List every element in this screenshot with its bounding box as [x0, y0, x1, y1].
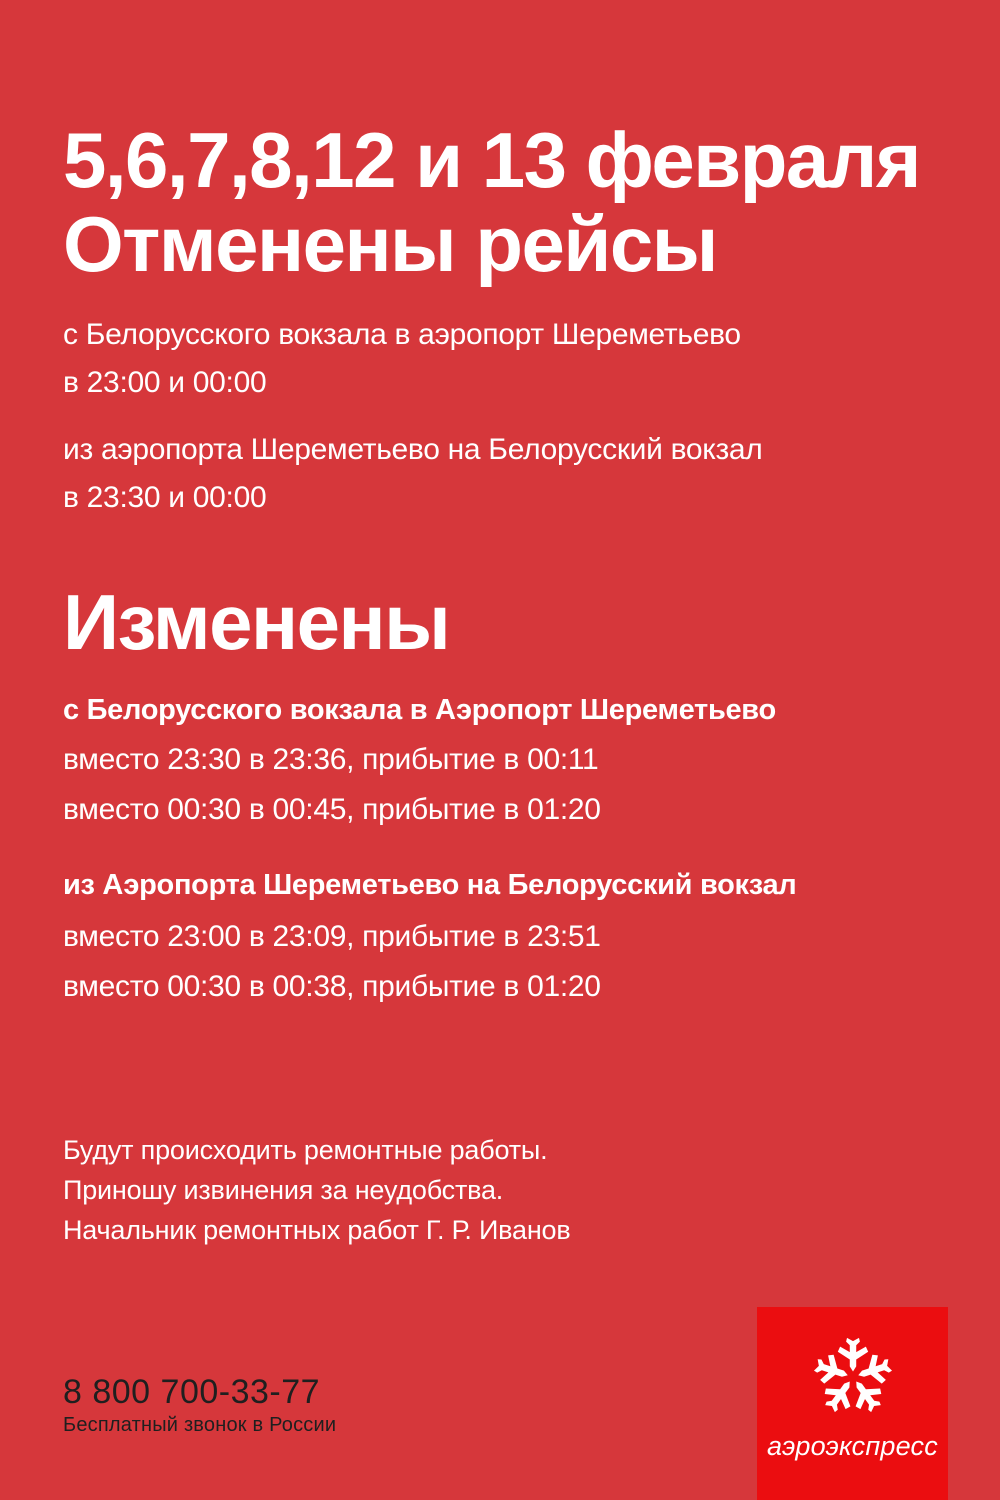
cancelled-route-1	[63, 311, 741, 407]
cancelled-route-1-name: с Белорусского вокзала в аэропорт Шереметьево	[63, 318, 741, 351]
cancelled-route-2	[63, 426, 763, 522]
cancelled-title-line: Отменены рейсы	[63, 200, 717, 288]
changed-section-2-line-1: вместо 23:00 в 23:09, прибытие в 23:51	[63, 920, 601, 953]
aeroexpress-brand-name: аэроэкспресс	[767, 1431, 938, 1461]
changed-section-2-line-2: вместо 00:30 в 00:38, прибытие в 01:20	[63, 970, 601, 1003]
phone-note: Бесплатный звонок в России	[63, 1414, 337, 1436]
cancelled-dates-line: 5,6,7,8,12 и 13 февраля	[63, 116, 920, 204]
maintenance-notice-line-3: Начальник ремонтных работ Г. Р. Иванов	[63, 1215, 571, 1245]
changed-section-1-line-1: вместо 23:30 в 23:36, прибытие в 00:11	[63, 743, 599, 776]
maintenance-notice	[63, 1130, 571, 1250]
changed-section-1-route: с Белорусского вокзала в Аэропорт Шереметьево	[63, 694, 776, 726]
changed-section-1-line-2: вместо 00:30 в 00:45, прибытие в 01:20	[63, 793, 601, 826]
cancelled-headline	[63, 118, 920, 286]
maintenance-notice-line-2: Приношу извинения за неудобства.	[63, 1175, 504, 1205]
changed-section-1-times	[63, 735, 601, 835]
phone-number: 8 800 700-33-77	[63, 1373, 321, 1411]
airplane-star-icon	[807, 1331, 899, 1423]
cancelled-route-2-times: в 23:30 и 00:00	[63, 481, 267, 514]
cancelled-route-1-times: в 23:00 и 00:00	[63, 366, 267, 399]
aeroexpress-logo	[757, 1307, 948, 1500]
changed-section-2-times	[63, 912, 601, 1012]
maintenance-notice-line-1: Будут происходить ремонтные работы.	[63, 1135, 548, 1165]
changed-headline: Изменены	[63, 578, 450, 666]
cancelled-route-2-name: из аэропорта Шереметьево на Белорусский вокзал	[63, 433, 763, 466]
changed-section-2-route: из Аэропорта Шереметьево на Белорусский вокзал	[63, 869, 797, 901]
